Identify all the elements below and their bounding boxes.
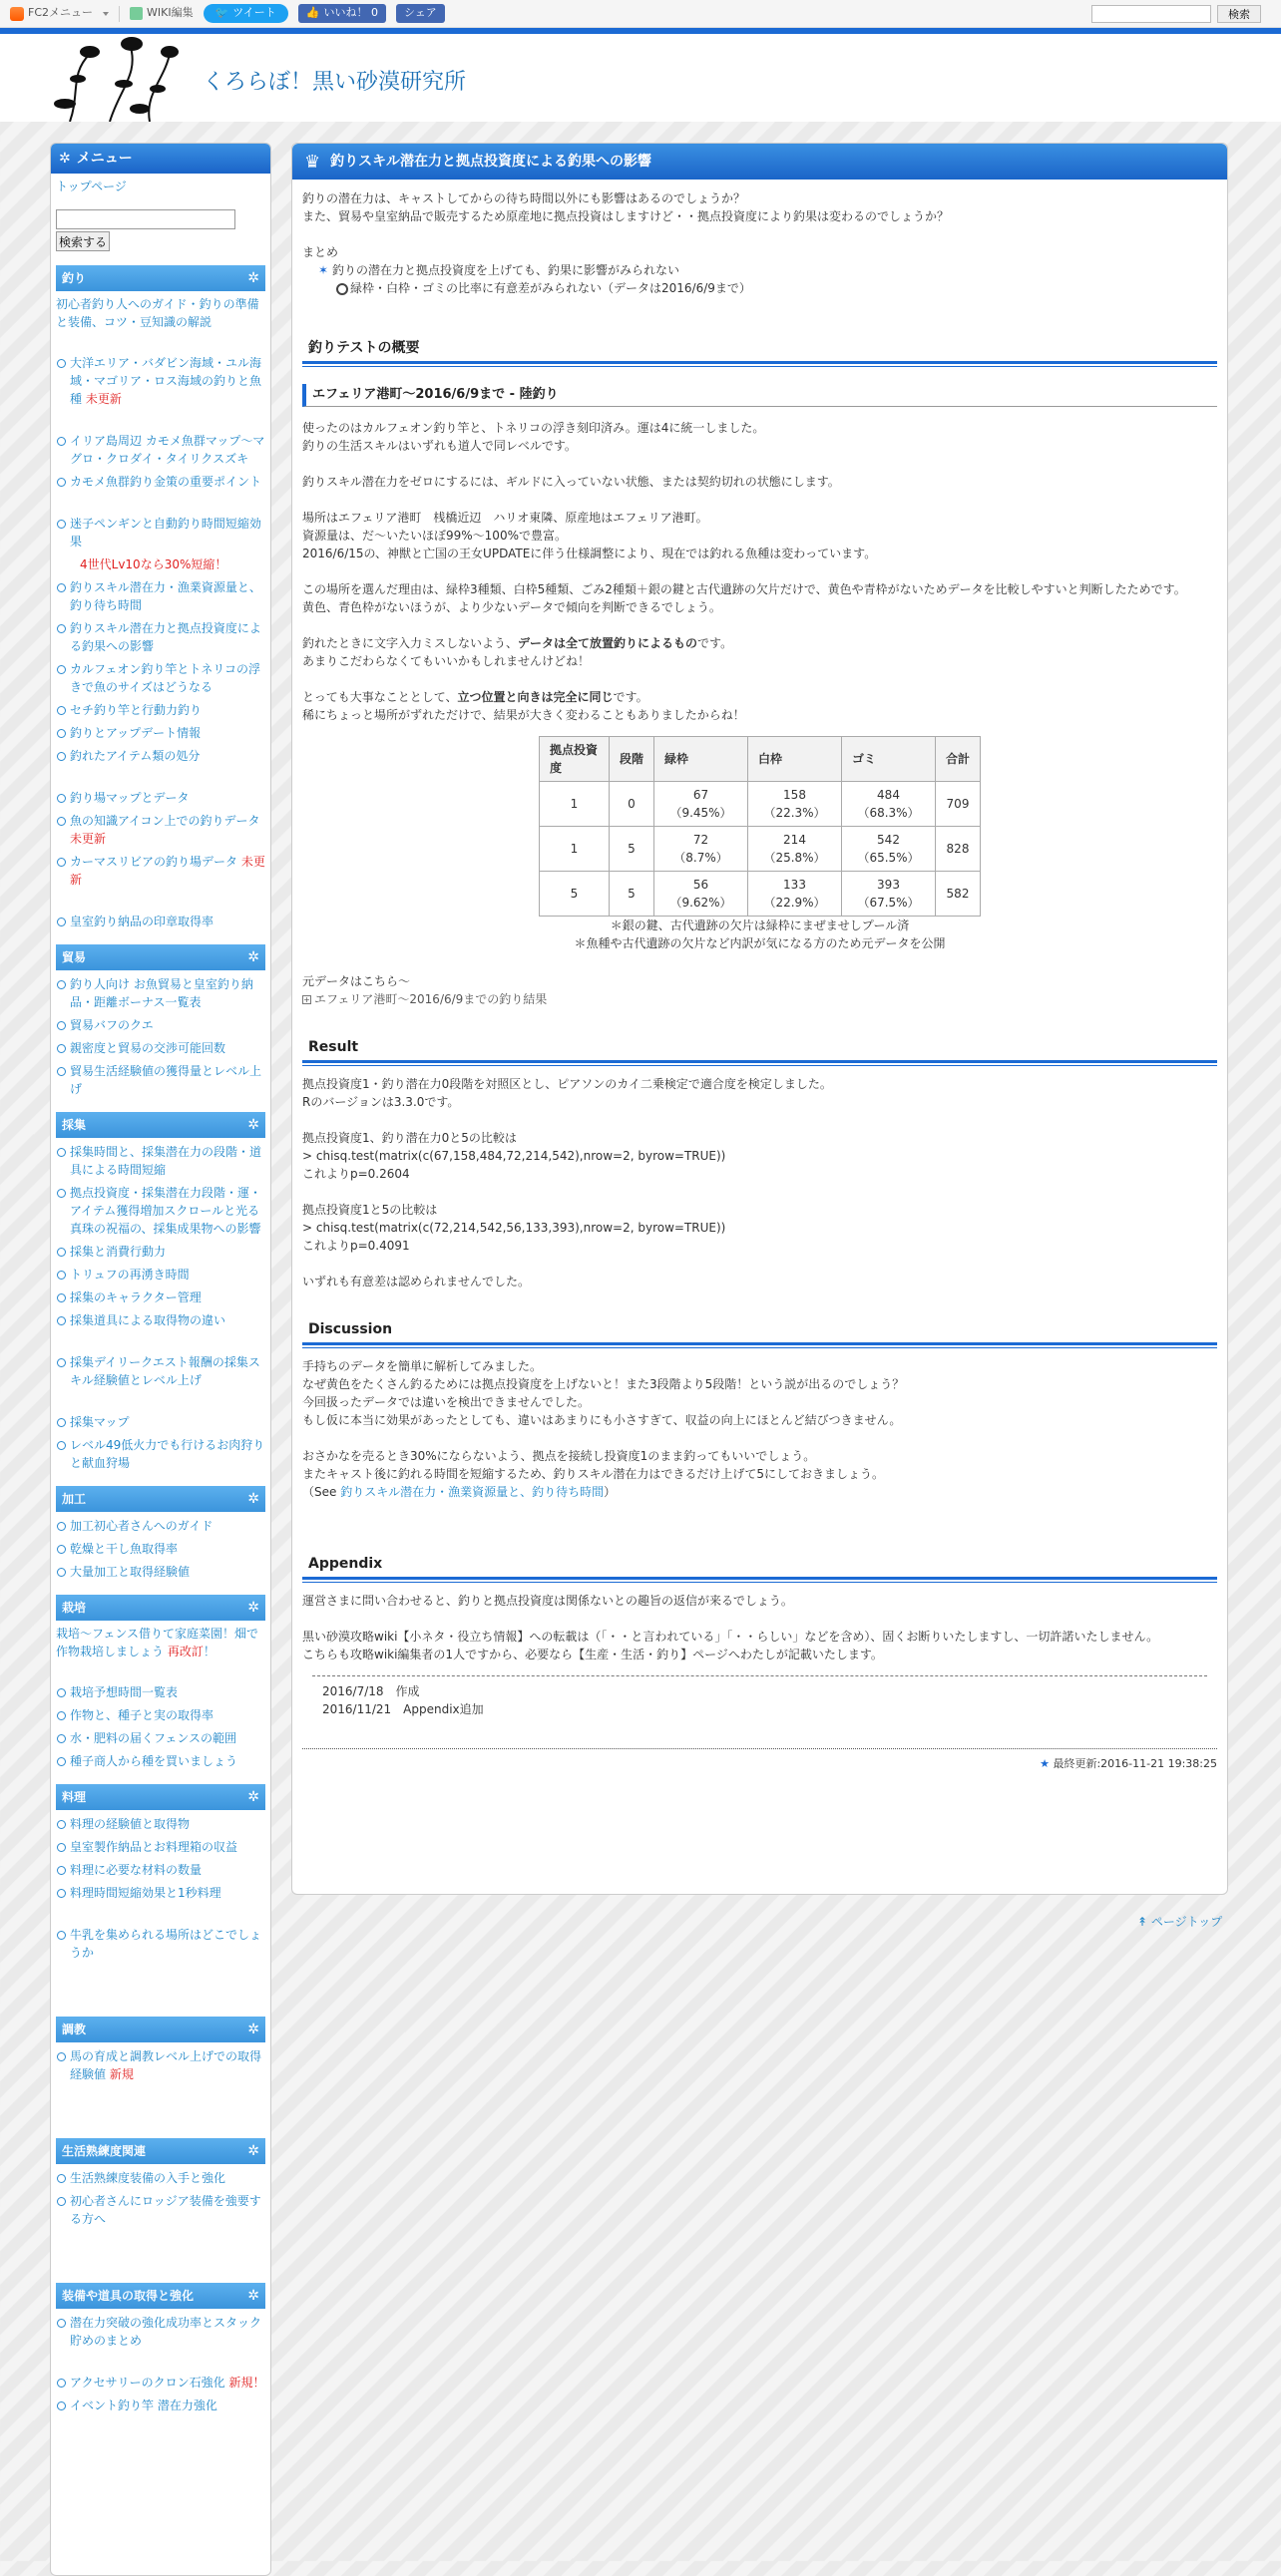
sidebar-link[interactable] [56,2169,265,2187]
top-search-input[interactable] [1091,5,1211,23]
table-cell: 582 [936,872,981,917]
sidebar-link[interactable] [56,1540,265,1558]
sidebar-link[interactable] [56,1243,265,1261]
fc2-logo-icon [10,7,24,21]
sidebar-link[interactable] [56,354,265,408]
section-heading-discussion: Discussion [302,1314,1217,1345]
sidebar-link-label: 拠点投資度・採集潜在力段階・運・アイテム獲得増加スクロールと光る真珠の祝福の、採集成果物への影響 [70,1186,262,1236]
sidebar-link-label: レベル49低火力でも行けるお肉狩りと献血狩場 [70,1438,265,1470]
status-badge: 未更新 [70,832,107,846]
spacer [56,1664,265,1678]
sidebar-link-label: 大量加工と取得経験値 [70,1565,191,1579]
section-heading-result: Result [302,1032,1217,1063]
sidebar-link-label: 大洋エリア・バダビン海域・ユル海域・マゴリア・ロス海域の釣りと魚種 [70,356,262,406]
sidebar-link[interactable] [56,2047,265,2083]
text: ） [604,1485,617,1499]
page-top-label: ページトップ [1150,1915,1223,1929]
sparkle-icon: ✲ [247,1116,259,1133]
status-badge: 再改訂 [167,1645,204,1658]
sparkle-icon: ✲ [247,948,259,965]
table-note: ＊魚種や古代遺跡の欠片など内訳が気になる方のため元データを公開 [574,936,946,950]
paragraph: 運営さまに問い合わせると、釣りと拠点投資度は関係ないとの趣旨の返信が来るでしょう。 [302,1594,793,1608]
sidebar-link-label: 貿易バフのクエ [70,1018,154,1032]
sparkle-icon: ✲ [247,2021,259,2037]
sidebar-content [51,174,270,2459]
cell-value: 542 [877,833,900,847]
thumbs-up-icon: 👍 [305,6,320,20]
paragraph: 拠点投資度1・釣り潜在力0段階を対照区とし、ピアソンのカイ二乗検定で適合度を検定しました。 [302,1077,832,1091]
code-line: > chisq.test(matrix(c(72,214,542,56,133,393),nrow=2, byrow=TRUE)) [302,1221,726,1235]
sidebar-search-input[interactable] [56,209,235,229]
paragraph: この場所を選んだ理由は、緑枠3種類、白枠5種類、ごみ2種類＋銀の鍵と古代遺跡の欠片だけで、黄色や青枠がないためデータを比較しやすいと判断したためです。 [302,582,1186,596]
sidebar-link-label: 料理の経験値と取得物 [70,1817,191,1831]
sidebar-link[interactable] [56,619,265,655]
sidebar-link[interactable] [56,1729,265,1747]
table-header: 段階 [609,737,653,782]
history-line: 2016/11/21 Appendix追加 [322,1702,484,1716]
code-line: > chisq.test(matrix(c(67,158,484,72,214,542),nrow=2, byrow=TRUE)) [302,1149,726,1163]
table-cell: 5 [609,827,653,872]
sidebar-category-header [56,1112,265,1138]
cell-percent: （65.5%） [857,851,920,865]
sidebar-link-label: カーマスリビアの釣り場データ [70,855,238,869]
sidebar-link-label: 釣れたアイテム類の処分 [70,749,201,763]
edit-history [312,1675,1207,1718]
raw-data-label: 元データはこちら～ [302,974,411,988]
paragraph [302,688,1217,706]
sidebar-link[interactable] [56,578,265,614]
cell-percent: （67.5%） [857,896,920,910]
paragraph: 資源量は、だ～いたいほぼ99%～100%で豊富。 [302,529,567,543]
sidebar-link-label: 採集と消費行動力 [70,1245,167,1259]
site-header [0,34,1281,122]
cell-percent: （68.3%） [857,806,920,820]
text: です。 [697,636,733,650]
sidebar-link[interactable] [56,747,265,765]
sidebar-link-label: 料理に必要な材料の数量 [70,1863,203,1877]
spacer [56,413,265,427]
like-label: いいね！ 0 [323,6,378,20]
sidebar-link[interactable] [56,913,265,930]
sidebar-link-label: カモメ魚群釣り金策の重要ポイント [70,475,262,489]
sidebar-link-label: イベント釣り竿 潜在力強化 [70,2398,217,2412]
spacer [56,894,265,908]
sidebar-search-button[interactable]: 検索する [56,231,110,251]
sidebar-link[interactable] [56,1752,265,1770]
raw-data-fold-toggle[interactable] [302,990,1217,1008]
sparkle-icon: ✲ [247,1490,259,1507]
sidebar-category-header [56,1595,265,1621]
top-search-button[interactable]: 検索 [1217,5,1261,23]
status-badge: 新規！ [228,2376,265,2390]
category-name: 栽培 [62,1601,87,1615]
sidebar-category-header [56,944,265,970]
section-heading-appendix: Appendix [302,1549,1217,1580]
cell-value: 158 [783,788,806,802]
sidebar-link-label: 作物と、種子と実の取得率 [70,1708,214,1722]
twitter-bird-icon: 🐦 [214,6,229,20]
text: 釣れたときに文字入力ミスしないよう、 [302,636,519,650]
sidebar-link-label: 潜在力突破の強化成功率とスタック貯めのまとめ [70,2316,262,2348]
sidebar-link-label: 親密度と貿易の交渉可能回数 [70,1041,226,1055]
sidebar-link[interactable] [56,473,265,491]
sidebar-link[interactable] [56,1184,265,1238]
wiki-edit-label: WIKI編集 [147,6,194,20]
sidebar-link[interactable] [56,660,265,696]
cell-value: 56 [692,878,709,892]
sidebar-link[interactable] [56,1353,265,1389]
table-cell: 0 [609,782,653,827]
main-article [291,143,1228,1895]
table-cell: 5 [539,872,609,917]
spacer [56,1394,265,1408]
summary-label: まとめ [302,245,339,259]
table-cell: 709 [936,782,981,827]
sidebar-link[interactable] [56,1266,265,1284]
star-icon: ★ [1040,1757,1050,1770]
paragraph: 釣りスキル潜在力をゼロにするには、ギルドに入っていない状態、または契約切れの状態にします。 [302,475,840,489]
divider [119,6,120,22]
category-name: 貿易 [62,950,87,964]
sparkle-icon: ✲ [247,2287,259,2304]
tweet-label: ツイート [232,6,276,20]
table-header: 合計 [936,737,981,782]
text: とっても大事なこととして、 [302,690,458,704]
spacer [56,2419,265,2455]
paragraph: いずれも有意差は認められませんでした。 [302,1275,531,1288]
sidebar-link[interactable] [56,789,265,807]
paragraph: 場所はエフェリア港町 桟橋近辺 ハリオ東隣、原産地はエフェリア港町。 [302,511,708,525]
top-search [1091,5,1261,23]
sidebar-link-label: 採集道具による取得物の違い [70,1313,226,1327]
fc2-menu[interactable] [10,5,109,22]
sidebar-link-label: 採集時間と、採集潜在力の段階・道具による時間短縮 [70,1145,262,1177]
sidebar-link[interactable] [56,812,265,848]
category-name: 生活熟練度関連 [62,2144,147,2158]
sidebar-link-label: 馬の育成と調教レベル上げでの取得経験値 [70,2049,262,2081]
text: （See [302,1485,341,1499]
sidebar-category-header [56,265,265,291]
sidebar-link[interactable] [56,975,265,1011]
paragraph: Rのバージョンは3.3.0です。 [302,1095,460,1109]
top-toolbar [0,0,1281,28]
sidebar-link[interactable] [56,1016,265,1034]
crown-icon: ♛ [304,151,321,173]
sidebar-link-label: 貿易生活経験値の獲得量とレベル上げ [70,1064,262,1096]
sidebar-link-label: 採集のキャラクター管理 [70,1290,202,1304]
paragraph [302,634,1217,652]
paragraph: なぜ黄色をたくさん釣るためには拠点投資度を上げないと！また3段階より5段階！という説が出るのでしょう？ [302,1377,905,1391]
ribbon-icon: ✶ [318,263,329,277]
table-header-row [539,737,980,782]
table-header: ゴミ [842,737,936,782]
sidebar-link-label: 水・肥料の届くフェンスの範囲 [70,1731,237,1745]
table-header: 緑枠 [654,737,748,782]
sidebar-title: メニュー [76,150,133,167]
sidebar-link-label: 採集マップ [70,1415,130,1429]
sidebar-category-header [56,2138,265,2164]
sidebar-link[interactable] [56,1706,265,1724]
sidebar [50,143,271,2576]
summary-subitem: 緑枠・白枠・ゴミの比率に有意差がみられない（データは2016/6/9まで） [302,279,1217,297]
cell-value: 72 [692,833,709,847]
bold-text: 立つ位置と向きは完全に同じ [457,690,614,704]
intro-line: 釣りの潜在力は、キャストしてからの待ち時間以外にも影響はあるのでしょうか？ [302,191,746,205]
section-heading-overview: 釣りテストの概要 [302,333,1217,364]
see-also-link[interactable]: 釣りスキル潜在力・漁業資源量と、釣り待ち時間 [340,1485,605,1499]
summary-item [302,261,1217,279]
paragraph: 黄色、青色枠がないほうが、より少ないデータで傾向を判断できるでしょう。 [302,600,721,614]
sidebar-link[interactable] [56,2192,265,2228]
sidebar-link-label: 栽培予想時間一覧表 [70,1685,179,1699]
sidebar-link[interactable] [56,853,265,889]
paragraph: 稀にちょっと場所がずれただけで、結果が大きく変わることもありましたからね！ [302,708,745,722]
text: です。 [613,690,648,704]
history-line: 2016/7/18 作成 [322,1684,420,1698]
last-updated [302,1748,1217,1779]
sidebar-link[interactable] [56,1838,265,1856]
spacer [56,1334,265,1348]
sidebar-link-label: アクセサリーのクロン石強化 [70,2376,225,2390]
category-description-link[interactable] [56,295,265,331]
sidebar-link-label: 初心者さんにロッジア装備を強要する方へ [70,2194,261,2226]
description-text: 栽培～フェンス借りて家庭菜園！畑で作物栽培しましょう [56,1627,259,1658]
cell-value: 214 [783,833,806,847]
sidebar-link[interactable] [56,1311,265,1329]
facebook-share-button[interactable]: シェア [396,4,445,23]
sidebar-link[interactable] [56,1683,265,1701]
category-name: 調教 [62,2023,87,2036]
sidebar-category-header [56,2017,265,2042]
table-header: 拠点投資度 [539,737,609,782]
sidebar-top-page-link[interactable]: トップページ [56,180,127,193]
tweet-button[interactable] [204,4,288,23]
table-cell: 1 [539,827,609,872]
category-name: 装備や道具の取得と強化 [62,2289,195,2303]
paragraph: 拠点投資度1、釣り潜在力0と5の比較は [302,1131,517,1145]
table-row [539,872,980,917]
sidebar-category-header [56,2283,265,2309]
sidebar-link-label: 種子商人から種を買いましょう [70,1754,238,1768]
table-header: 白枠 [748,737,842,782]
table-cell: 828 [936,827,981,872]
spacer [56,1907,265,1921]
table-cell [748,782,842,827]
wiki-edit-button[interactable] [130,5,194,22]
cell-percent: （22.3%） [763,806,826,820]
sidebar-link-label: 迷子ペンギンと自動釣り時間短縮効果 [70,517,261,549]
sidebar-link[interactable] [56,1039,265,1057]
sidebar-link[interactable] [56,432,265,468]
paragraph: 釣りの生活スキルはいずれも道人で同レベルです。 [302,439,577,453]
table-cell [842,827,936,872]
sidebar-link[interactable] [56,1563,265,1581]
star-icon: ✲ [59,150,71,167]
sidebar-link[interactable] [56,1815,265,1833]
sidebar-link[interactable] [56,1436,265,1472]
sidebar-link[interactable] [56,724,265,742]
text: ！ [203,1645,215,1658]
cell-percent: （22.9%） [763,896,826,910]
cell-value: 393 [877,878,900,892]
sidebar-link-label: カルフェオン釣り竿とトネリコの浮きで魚のサイズはどうなる [70,662,261,694]
sidebar-link-label: 魚の知識アイコン上での釣りデータ [70,814,260,828]
sidebar-link[interactable] [56,1413,265,1431]
chevron-down-icon [103,12,109,16]
spacer [56,2355,265,2369]
butterfly-vine-decoration-icon [50,34,190,122]
table-cell [654,782,748,827]
paragraph [302,1483,1217,1501]
table-cell: 5 [609,872,653,917]
spacer [56,770,265,784]
sidebar-link-label: 釣りとアップデート情報 [70,726,202,740]
table-cell [748,827,842,872]
sidebar-link[interactable] [56,2374,265,2392]
table-cell [842,872,936,917]
table-cell [842,782,936,827]
sidebar-link[interactable] [56,1062,265,1098]
spacer [56,1967,265,2003]
facebook-like-button[interactable] [298,4,386,23]
sidebar-link-label: 釣り場マップとデータ [70,791,190,805]
sidebar-link-label: 乾燥と干し魚取得率 [70,1542,179,1556]
sidebar-search [56,209,265,251]
table-row [539,782,980,827]
sidebar-link-label: トリュフの再湧き時間 [70,1268,190,1282]
sidebar-link[interactable] [56,2314,265,2350]
sidebar-link-label: 皇室製作納品とお料理箱の収益 [70,1840,238,1854]
article-body [292,180,1227,1789]
sidebar-link[interactable] [56,1861,265,1879]
arrow-up-icon: ↟ [1137,1915,1148,1929]
sidebar-link-label: セチ釣り竿と行動力釣り [70,703,203,717]
spacer [56,335,265,349]
category-name: 加工 [62,1492,87,1506]
catch-data-table [539,736,981,917]
sidebar-category-header [56,1784,265,1810]
description-text: 初心者釣り人へのガイド・釣りの準備と装備、コツ・豆知識の解説 [56,297,259,329]
expand-plus-icon: + [303,995,310,1004]
paragraph: 使ったのはカルフェオン釣り竿と、トネリコの浮き刻印済み。運は4に統一しました。 [302,421,765,435]
cell-value: 67 [692,788,709,802]
category-name: 料理 [62,1790,87,1804]
sidebar-link[interactable] [56,1517,265,1535]
table-cell [654,872,748,917]
table-note: ＊銀の鍵、古代遺跡の欠片は緑枠にまぜませしプール済 [610,919,910,932]
table-cell: 1 [539,782,609,827]
category-description-link[interactable] [56,1625,265,1660]
summary-item-text: 釣りの潜在力と拠点投資度を上げても、釣果に影響がみられない [332,263,680,277]
intro-line: また、貿易や皇室納品で販売するため原産地に拠点投資はしますけど・・拠点投資度により釣果は変わるのでしょうか？ [302,209,950,223]
sidebar-link-label: 採集デイリークエスト報酬の採集スキル経験値とレベル上げ [70,1355,260,1387]
sidebar-link-label: 牛乳を集められる場所はどこでしょうか [70,1928,262,1960]
sidebar-link-label: イリア島周辺 カモメ魚群マップ～マグロ・クロダイ・タイリクスズキ [70,434,265,466]
edit-icon [130,7,143,20]
sidebar-link-label: 生活熟練度装備の入手と強化 [70,2171,226,2185]
sparkle-icon: ✲ [247,1599,259,1616]
bold-text: データは全て放置釣りによるもの [518,636,698,650]
spacer [56,496,265,510]
article-title: 釣りスキル潜在力と拠点投資度による釣果への影響 [330,153,651,170]
sidebar-header [51,144,270,174]
sparkle-icon: ✲ [247,269,259,286]
site-title[interactable]: くろらぼ！黒い砂漠研究所 [203,70,467,95]
sparkle-icon: ✲ [247,1788,259,1805]
cell-value: 484 [877,788,900,802]
cell-percent: （9.62%） [669,896,732,910]
sidebar-link[interactable] [56,1288,265,1306]
paragraph: 黒い砂漠攻略wiki【小ネタ・役立ち情報】への転載は（「・・と言われている」「・・らしい」などを含め）、固くお断りいたしますし、一切許諾いたしません。 [302,1630,1159,1644]
paragraph: またキャスト後に釣れる時間を短縮するため、釣りスキル潜在力はできるだけ上げて5にしておきましょう。 [302,1467,885,1481]
table-cell [748,872,842,917]
paragraph: あまりこだわらなくてもいいかもしれませんけどね！ [302,654,591,668]
sidebar-link[interactable] [56,1926,265,1962]
sidebar-link-label: 料理時間短縮効果と1秒料理 [70,1886,221,1900]
paragraph: これよりp=0.4091 [302,1239,410,1253]
cell-percent: （25.8%） [763,851,826,865]
sidebar-link[interactable] [56,515,265,551]
paragraph: 今回扱ったデータでは違いを検出できませんでした。 [302,1395,591,1409]
sidebar-category-header [56,1486,265,1512]
spacer [56,2233,265,2269]
status-badge: 未更新 [85,392,122,406]
last-updated-text: 最終更新:2016-11-21 19:38:25 [1053,1757,1217,1770]
fold-label: エフェリア港町～2016/6/9までの釣り結果 [314,992,548,1006]
cell-percent: （8.7%） [673,851,728,865]
paragraph: 2016/6/15の、神獣と亡国の王女UPDATEに伴う仕様調整により、現在では釣れる魚種は変わっています。 [302,547,877,560]
cell-value: 133 [783,878,806,892]
sidebar-link-label: 加工初心者さんへのガイド [70,1519,214,1533]
table-row [539,827,980,872]
sidebar-link[interactable] [56,1884,265,1902]
paragraph: おさかなを売るとき30%にならないよう、拠点を接続し投資度1のまま釣ってもいいでしょう。 [302,1449,816,1463]
sidebar-link[interactable] [56,701,265,719]
sidebar-link[interactable] [56,1143,265,1179]
sidebar-link-label: 釣りスキル潜在力と拠点投資度による釣果への影響 [70,621,261,653]
article-header [292,144,1227,180]
sidebar-link-label: 皇室釣り納品の印章取得率 [70,915,214,928]
sidebar-link[interactable] [56,2396,265,2414]
category-name: 採集 [62,1118,87,1132]
status-badge: 未更新 [70,855,265,887]
paragraph: こちらも攻略wiki編集者の1人ですから、必要なら【生産・生活・釣り】ページへわたしが記載いたします。 [302,1648,883,1661]
subsection-heading-area: エフェリア港町～2016/6/9まで - 陸釣り [302,384,1217,407]
sidebar-categories [56,265,265,2455]
sidebar-link-label: 釣りスキル潜在力・漁業資源量と、釣り待ち時間 [70,580,261,612]
status-badge: 新規 [109,2067,134,2081]
spacer [56,2088,265,2124]
page-top-link[interactable] [1137,1913,1222,1931]
paragraph: 手持ちのデータを簡単に解析してみました。 [302,1359,543,1373]
paragraph: これよりp=0.2604 [302,1167,410,1181]
paragraph: 拠点投資度1と5の比較は [302,1203,438,1217]
sidebar-link-label: 釣り人向け お魚貿易と皇室釣り納品・距離ボーナス一覧表 [70,977,253,1009]
fc2-menu-label: FC2メニュー [28,6,94,20]
cell-percent: （9.45%） [669,806,732,820]
table-cell [654,827,748,872]
paragraph: もし仮に本当に効果があったとしても、違いはあまりにも小さすぎて、収益の向上にほとんど結びつきません。 [302,1413,902,1427]
sidebar-note: 4世代Lv10なら30%短縮！ [80,557,227,571]
sparkle-icon: ✲ [247,2142,259,2159]
category-name: 釣り [62,271,87,285]
